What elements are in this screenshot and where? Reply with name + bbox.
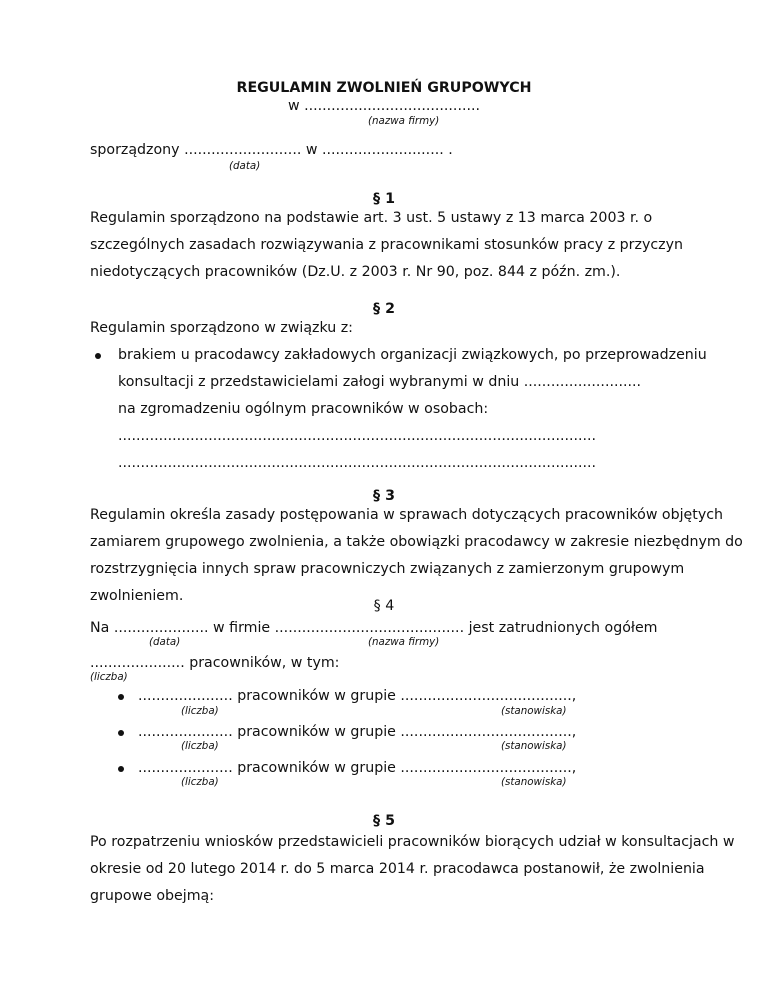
section-3-line: rozstrzygnięcia innych spraw pracowniczych związanych z zamierzonym grupowym [90, 561, 685, 577]
section-1-line: Regulamin sporządzono na podstawie art. 3 ust. 5 ustawy z 13 marca 2003 r. o [90, 210, 653, 226]
section-2-heading: § 2 [373, 301, 395, 317]
section-2-blank-line: .......................................................................................................... [118, 455, 597, 471]
section-5-heading: § 5 [373, 813, 395, 829]
company-line: w ....................................... [288, 98, 480, 114]
section-5-line: Po rozpatrzeniu wniosków przedstawicieli pracowników biorących udział w konsultacjach w [90, 834, 735, 850]
bullet-icon [118, 694, 124, 700]
section-5-line: grupowe obejmą: [90, 888, 215, 904]
employee-group-line: ..................... pracowników w grupie ......................................, [138, 724, 577, 740]
position-caption: (stanowiska) [501, 740, 567, 752]
count-caption: (liczba) [181, 740, 219, 752]
section-3-heading: § 3 [373, 488, 395, 504]
position-caption: (stanowiska) [501, 776, 567, 788]
section-1-line: niedotyczących pracowników (Dz.U. z 2003 r. Nr 90, poz. 844 z późn. zm.). [90, 264, 621, 280]
section-2-bullet-line: brakiem u pracodawcy zakładowych organizacji związkowych, po przeprowadzeniu [118, 347, 707, 363]
section-5-line: okresie od 20 lutego 2014 r. do 5 marca 2014 r. pracodawca postanowił, że zwolnienia [90, 861, 705, 877]
section-2-bullet-line: konsultacji z przedstawicielami załogi wybranymi w dniu .......................... [118, 374, 642, 390]
bullet-icon [118, 730, 124, 736]
section-4-line-1: Na ..................... w firmie .......................................... jest zatrudnionych ogółem [90, 620, 658, 636]
employee-group-line: ..................... pracowników w grupie ......................................, [138, 760, 577, 776]
count-caption: (liczba) [181, 776, 219, 788]
bullet-icon [95, 353, 101, 359]
count-caption: (liczba) [90, 671, 128, 683]
bullet-icon [118, 766, 124, 772]
section-3-line: Regulamin określa zasady postępowania w sprawach dotyczących pracowników objętych [90, 507, 724, 523]
drawn-up-line: sporządzony .......................... w ........................... . [90, 142, 453, 158]
company-caption: (nazwa firmy) [368, 115, 440, 127]
date-caption: (data) [229, 160, 261, 172]
count-caption: (liczba) [181, 705, 219, 717]
section-2-blank-line: .......................................................................................................... [118, 428, 597, 444]
section-3-line: zwolnieniem. [90, 588, 184, 604]
section-3-line: zamiarem grupowego zwolnienia, a także obowiązki pracodawcy w zakresie niezbędnym do [90, 534, 743, 550]
employee-group-line: ..................... pracowników w grupie ......................................, [138, 688, 577, 704]
section-4-line-2: ..................... pracowników, w tym: [90, 655, 340, 671]
section-4-heading: § 4 [373, 598, 395, 614]
company-caption: (nazwa firmy) [368, 636, 440, 648]
document-title: REGULAMIN ZWOLNIEŃ GRUPOWYCH [236, 80, 532, 96]
position-caption: (stanowiska) [501, 705, 567, 717]
date-caption: (data) [149, 636, 181, 648]
section-1-line: szczególnych zasadach rozwiązywania z pracownikami stosunków pracy z przyczyn [90, 237, 683, 253]
section-2-bullet-line: na zgromadzeniu ogólnym pracowników w osobach: [118, 401, 489, 417]
section-2-intro: Regulamin sporządzono w związku z: [90, 320, 353, 336]
section-1-heading: § 1 [373, 191, 395, 207]
